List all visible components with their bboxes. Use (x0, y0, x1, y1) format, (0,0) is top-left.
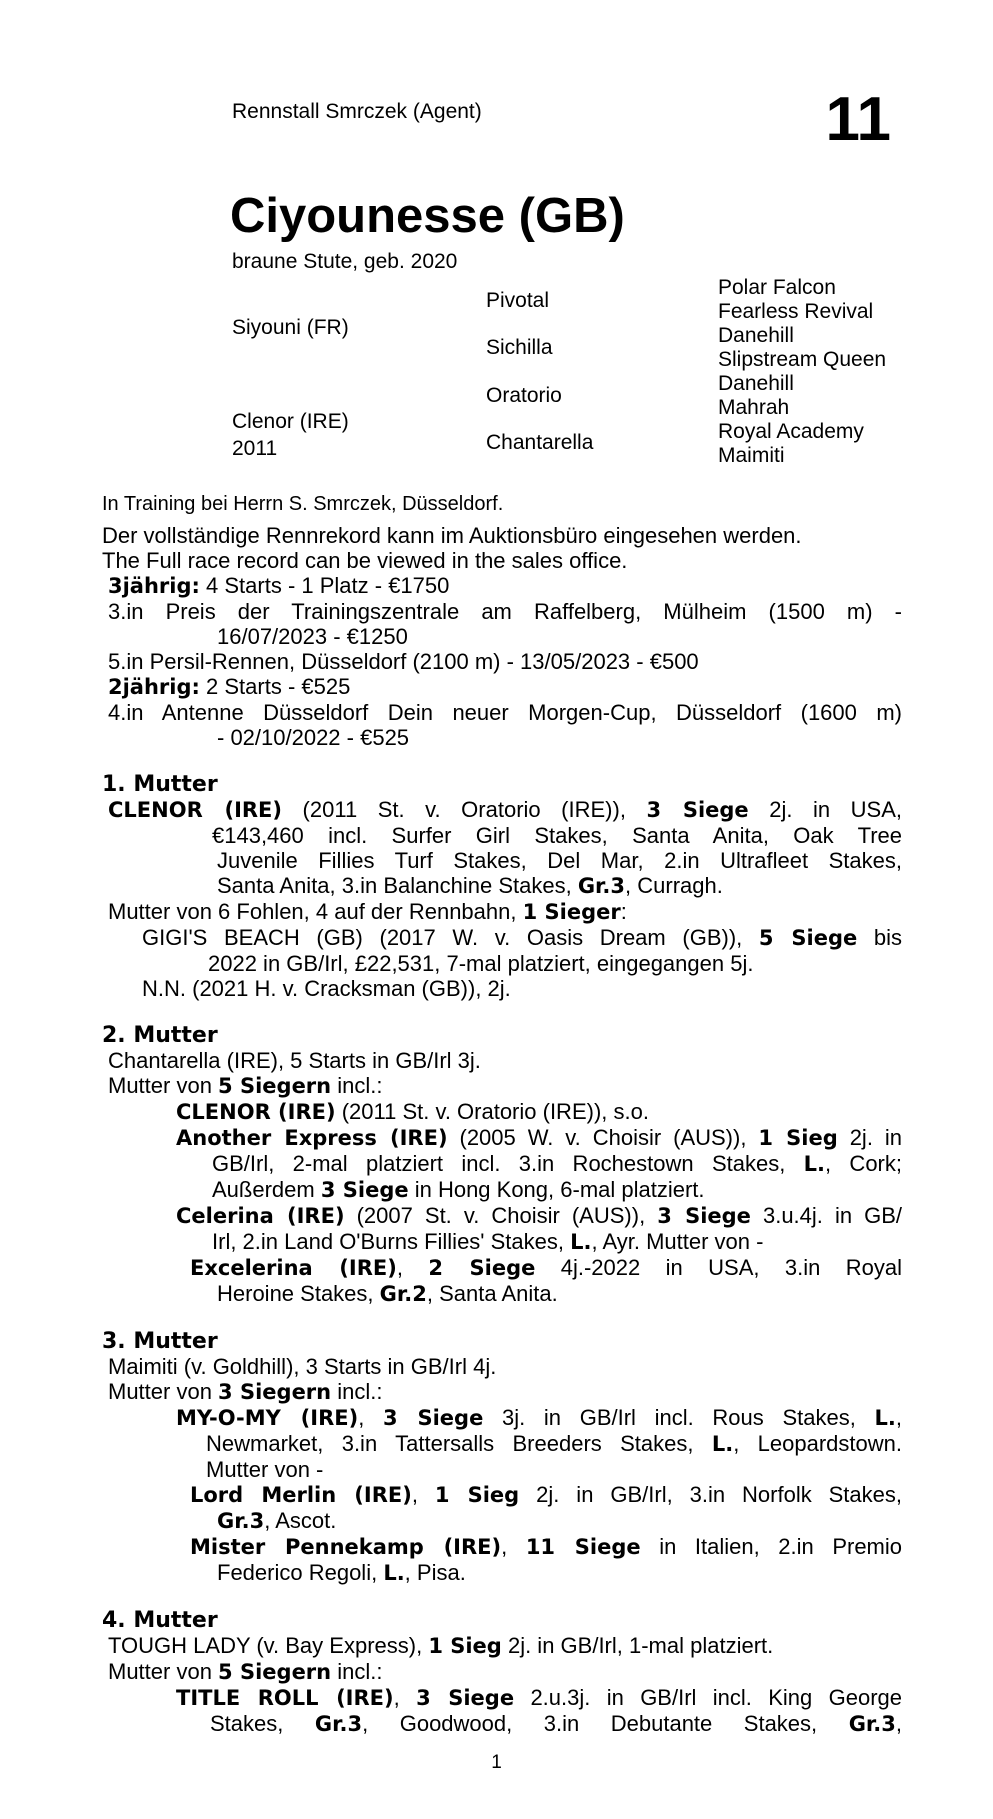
dam1-line: Juvenile Fillies Turf Stakes, Del Mar, 2.in Ultrafleet Stakes, (217, 848, 902, 873)
dam1-offspring: N.N. (2021 H. v. Cracksman (GB)), 2j. (142, 976, 511, 1001)
pedigree-gen3: Danehill (718, 372, 794, 395)
dam2-line: Chantarella (IRE), 5 Starts in GB/Irl 3j. (108, 1048, 481, 1073)
dam3-line: Mutter von 3 Siegern incl.: (108, 1379, 383, 1404)
record-note-de: Der vollständige Rennrekord kann im Auktionsbüro eingesehen werden. (102, 523, 802, 548)
pedigree-dam-dam: Chantarella (486, 431, 594, 454)
race-summary-3yo: 3jährig: 4 Starts - 1 Platz - €1750 (108, 573, 450, 598)
pedigree-gen3: Slipstream Queen (718, 348, 887, 371)
dam3-grand-offspring: Gr.3, Ascot. (217, 1508, 337, 1533)
dam4-line: Mutter von 5 Siegern incl.: (108, 1659, 383, 1684)
consignor: Rennstall Smrczek (Agent) (232, 100, 482, 123)
dam2-offspring: Another Express (IRE) (2005 W. v. Choisir (AUS)), 1 Sieg 2j. in (176, 1125, 902, 1150)
dam4-offspring: Stakes, Gr.3, Goodwood, 3.in Debutante Stakes, Gr.3, (210, 1711, 903, 1736)
dam1-line: €143,460 incl. Surfer Girl Stakes, Santa Anita, Oak Tree (212, 823, 902, 848)
race-entry: 5.in Persil-Rennen, Düsseldorf (2100 m) - 13/05/2023 - €500 (108, 649, 699, 674)
pedigree-dam: Clenor (IRE) (232, 410, 349, 433)
dam4-line: TOUGH LADY (v. Bay Express), 1 Sieg 2j. in GB/Irl, 1-mal platziert. (108, 1633, 774, 1658)
race-entry: 16/07/2023 - €1250 (217, 624, 408, 649)
dam3-grand-offspring: Federico Regoli, L., Pisa. (217, 1560, 466, 1585)
dam3-grand-offspring: Mister Pennekamp (IRE), 11 Siege in Italien, 2.in Premio (190, 1534, 902, 1559)
dam3-offspring: Newmarket, 3.in Tattersalls Breeders Stakes, L., Leopardstown. (206, 1431, 903, 1456)
race-entry: 3.in Preis der Trainingszentrale am Raffelberg, Mülheim (1500 m) - (108, 599, 902, 624)
lot-number: 11 (825, 85, 891, 154)
horse-description: braune Stute, geb. 2020 (232, 250, 458, 273)
pedigree-dam-sire: Oratorio (486, 384, 562, 407)
pedigree-gen3: Fearless Revival (718, 300, 874, 323)
dam2-heading: 2. Mutter (102, 1023, 218, 1048)
dam3-heading: 3. Mutter (102, 1329, 218, 1354)
dam2-line: Mutter von 5 Siegern incl.: (108, 1073, 383, 1098)
dam1-offspring: GIGI'S BEACH (GB) (2017 W. v. Oasis Dream (GB)), 5 Siege bis (142, 925, 903, 950)
dam1-line: Santa Anita, 3.in Balanchine Stakes, Gr.3, Curragh. (217, 873, 723, 898)
dam1-line: CLENOR (IRE) (2011 St. v. Oratorio (IRE)), 3 Siege 2j. in USA, (108, 797, 903, 822)
pedigree-sire: Siyouni (FR) (232, 316, 349, 339)
training-note: In Training bei Herrn S. Smrczek, Düsseldorf. (102, 493, 504, 515)
dam2-offspring: Celerina (IRE) (2007 St. v. Choisir (AUS)), 3 Siege 3.u.4j. in GB/ (176, 1203, 903, 1228)
race-entry: - 02/10/2022 - €525 (217, 725, 410, 750)
dam4-offspring: TITLE ROLL (IRE), 3 Siege 2.u.3j. in GB/Irl incl. King George (176, 1685, 903, 1710)
dam1-foals: Mutter von 6 Fohlen, 4 auf der Rennbahn, 1 Sieger: (108, 899, 627, 924)
dam3-line: Maimiti (v. Goldhill), 3 Starts in GB/Irl 4j. (108, 1354, 497, 1379)
pedigree-gen3: Mahrah (718, 396, 790, 419)
dam1-heading: 1. Mutter (102, 772, 218, 797)
record-note-en: The Full race record can be viewed in the sales office. (102, 548, 628, 573)
dam4-heading: 4. Mutter (102, 1608, 218, 1633)
page-number: 1 (491, 1752, 502, 1773)
pedigree-gen3: Maimiti (718, 444, 785, 467)
dam3-grand-offspring: Lord Merlin (IRE), 1 Sieg 2j. in GB/Irl, 3.in Norfolk Stakes, (190, 1482, 902, 1507)
pedigree-sire-dam: Sichilla (486, 336, 553, 359)
dam3-offspring: MY-O-MY (IRE), 3 Siege 3j. in GB/Irl incl. Rous Stakes, L., (176, 1405, 902, 1430)
dam1-offspring: 2022 in GB/Irl, £22,531, 7-mal platziert, eingegangen 5j. (208, 951, 754, 976)
pedigree-sire-sire: Pivotal (486, 289, 550, 312)
pedigree-gen3: Polar Falcon (718, 276, 836, 299)
dam2-grand-offspring: Heroine Stakes, Gr.2, Santa Anita. (217, 1281, 558, 1306)
catalogue-text (102, 492, 902, 1737)
dam2-offspring: CLENOR (IRE) (2011 St. v. Oratorio (IRE)), s.o. (176, 1099, 649, 1124)
pedigree-dam-year: 2011 (232, 437, 278, 460)
dam2-offspring: Außerdem 3 Siege in Hong Kong, 6-mal platziert. (212, 1177, 705, 1202)
race-entry: 4.in Antenne Düsseldorf Dein neuer Morgen-Cup, Düsseldorf (1600 m) (108, 700, 902, 725)
dam2-offspring: Irl, 2.in Land O'Burns Fillies' Stakes, L., Ayr. Mutter von - (212, 1229, 764, 1254)
horse-name: Ciyounesse (GB) (230, 189, 625, 243)
dam2-offspring: GB/Irl, 2-mal platziert incl. 3.in Rochestown Stakes, L., Cork; (212, 1151, 902, 1176)
dam3-offspring: Mutter von - (206, 1457, 324, 1482)
pedigree-gen3: Danehill (718, 324, 794, 347)
dam2-grand-offspring: Excelerina (IRE), 2 Siege 4j.-2022 in USA, 3.in Royal (190, 1255, 902, 1280)
pedigree-gen3: Royal Academy (718, 420, 864, 443)
race-summary-2yo: 2jährig: 2 Starts - €525 (108, 674, 351, 699)
